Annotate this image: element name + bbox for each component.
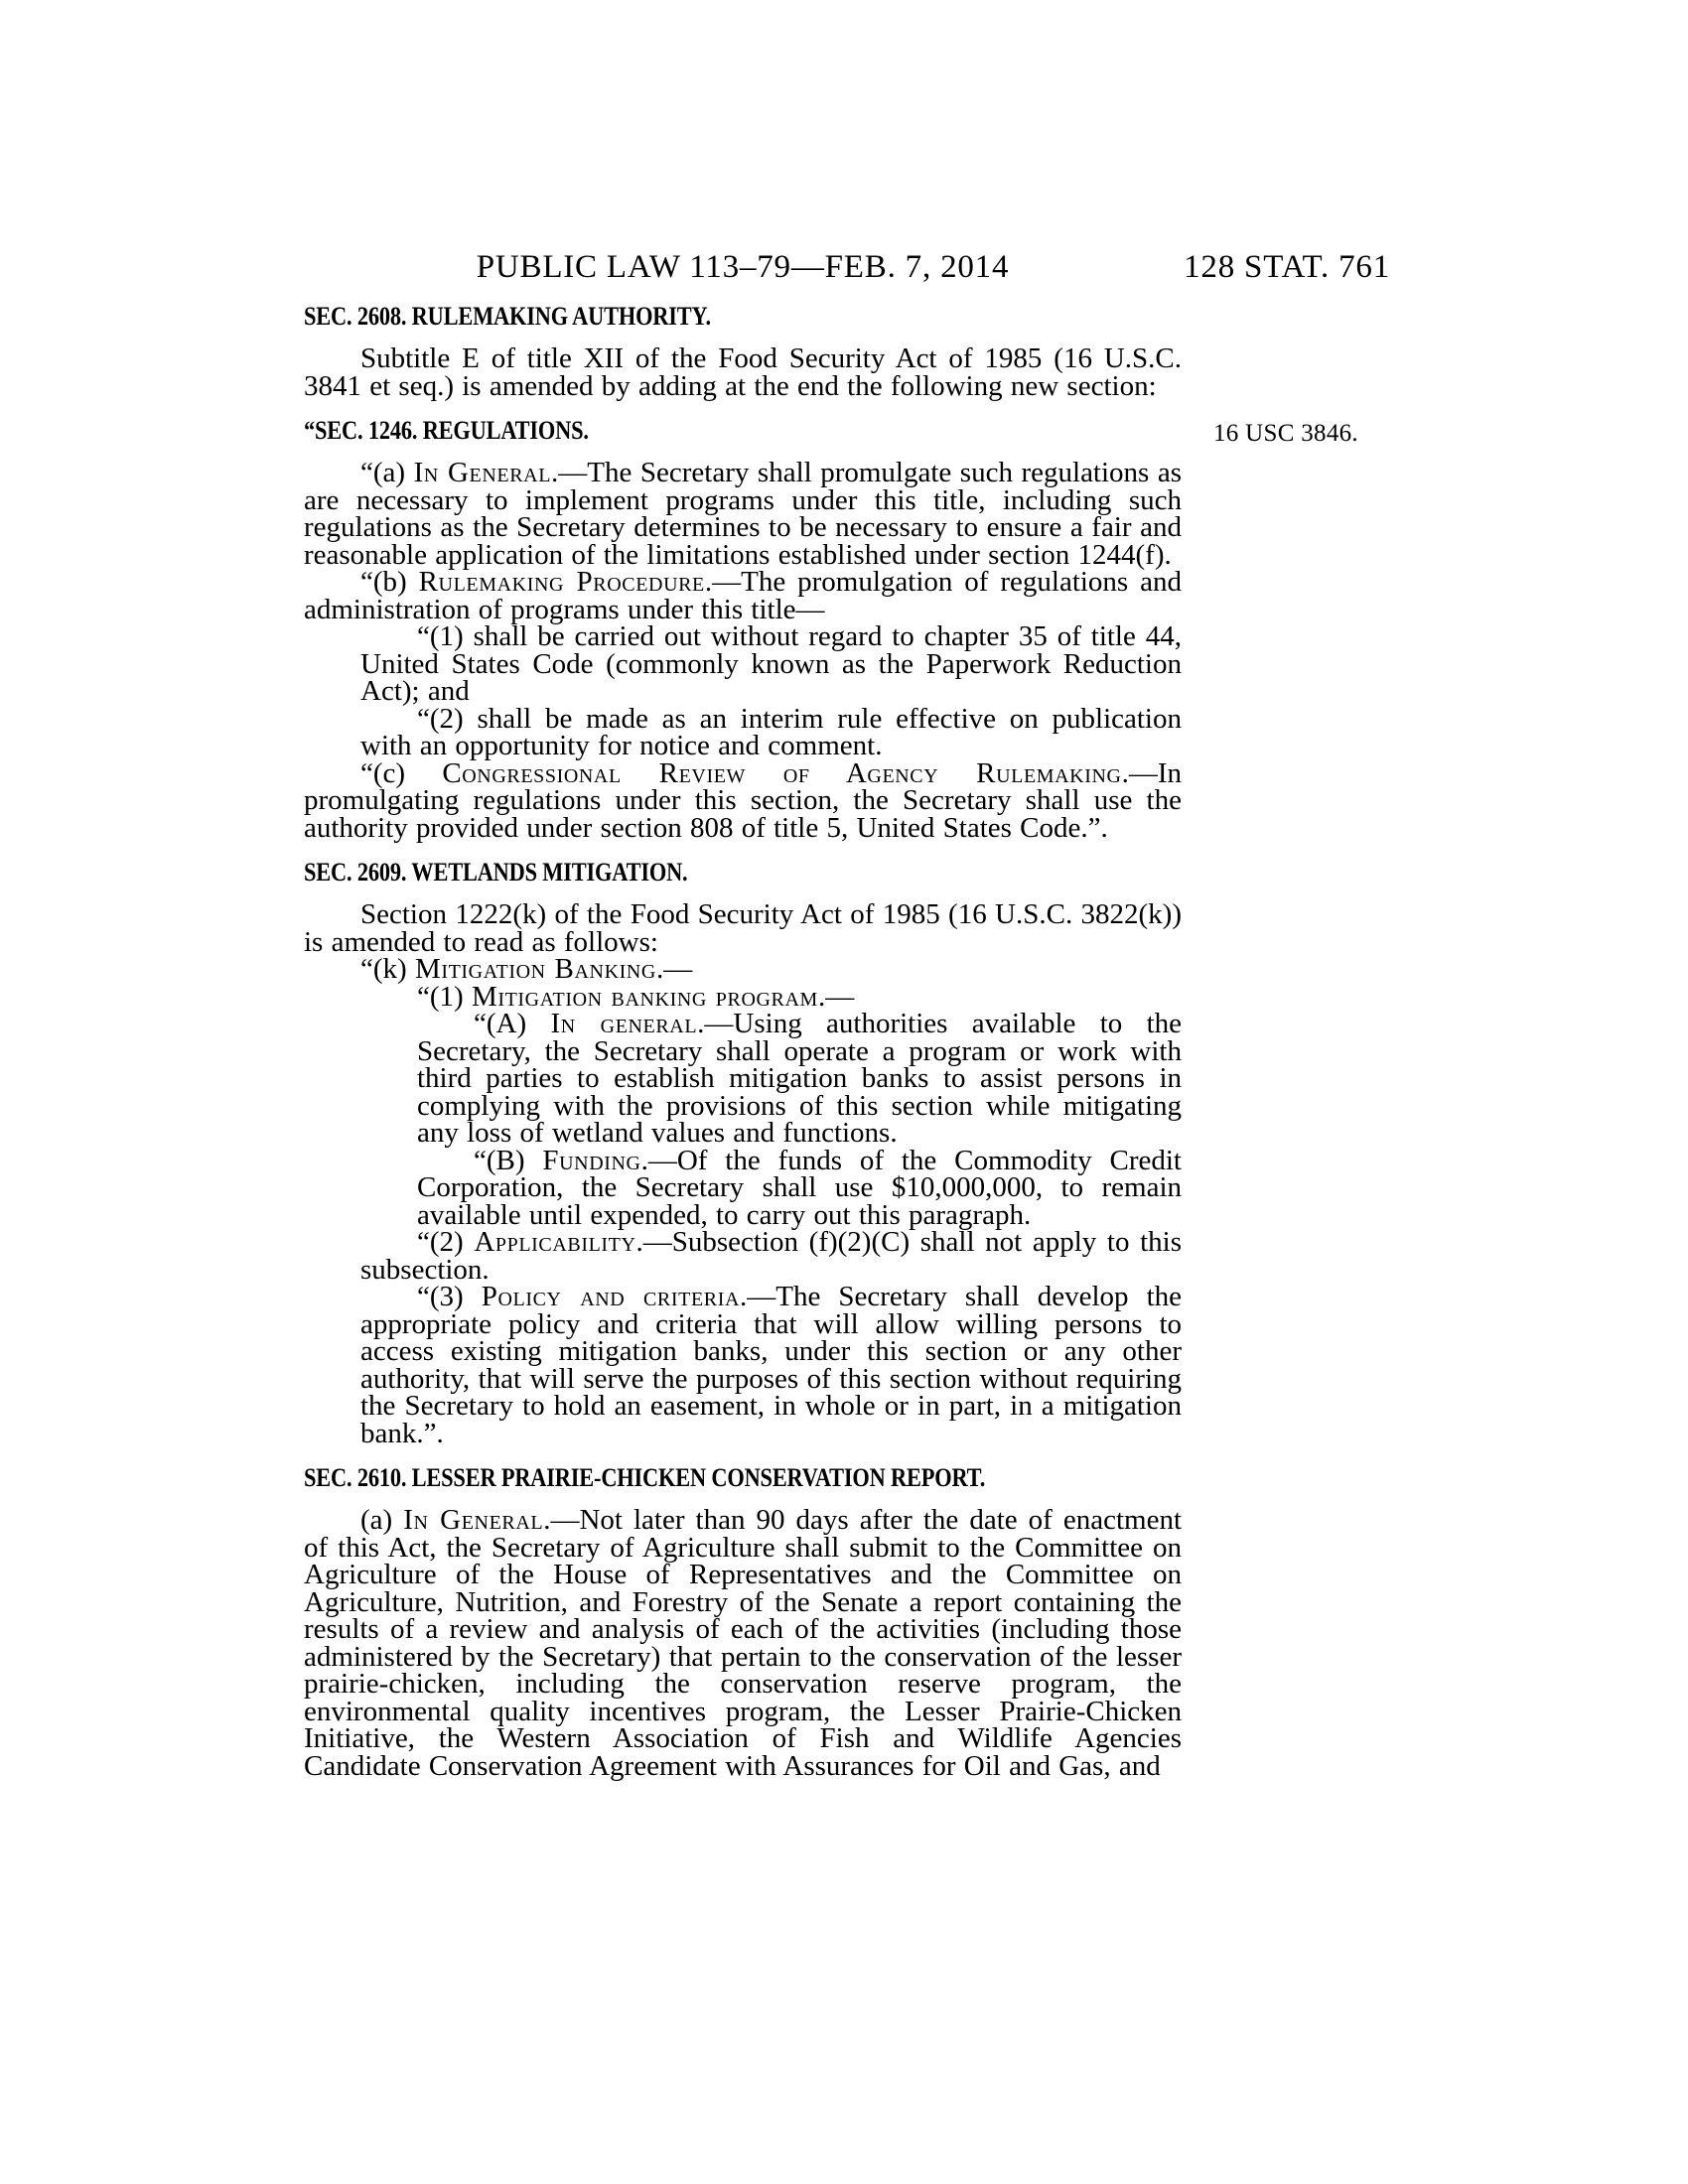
text-run: “(k) <box>360 953 415 985</box>
text-run: .— <box>817 980 855 1013</box>
text-run: “(a) <box>360 457 414 488</box>
text-run: “(b) <box>360 566 419 598</box>
text-run: “(1) <box>417 980 472 1013</box>
section-heading-text: SEC. 2610. LESSER PRAIRIE-CHICKEN CONSERVATION REPORT. <box>304 1463 986 1492</box>
statute-paragraph <box>304 953 1182 985</box>
text-run: Section 1222(k) of the Food Security Act of 1985 (16 U.S.C. 3822(k)) is amended to read as follows: <box>304 898 1182 958</box>
small-caps-run: In General <box>403 1504 544 1536</box>
page-content <box>304 248 1390 1782</box>
header-law-title: PUBLIC LAW 113–79—FEB. 7, 2014 <box>476 249 1010 285</box>
text-run: (a) <box>360 1504 404 1536</box>
us-code-margin-note: 16 USC 3846. <box>1213 420 1358 447</box>
statute-body <box>304 302 1358 1782</box>
statute-paragraph <box>304 1504 1183 1782</box>
text-run: “(1) shall be carried out without regard to chapter 35 of title 44, United States Code (commonly known as the Paperwork Reduction Act); and <box>360 620 1182 707</box>
section-heading <box>304 1464 1182 1492</box>
text-run: “(A) <box>474 1008 551 1039</box>
small-caps-run: In General <box>413 457 552 488</box>
text-run: .—Of the funds of the Commodity Credit Corporation, the Secretary shall use $10,000,000, to remain available until expended, to carry out this paragraph. <box>417 1144 1182 1231</box>
section-heading-text: SEC. 2608. RULEMAKING AUTHORITY. <box>304 302 711 331</box>
small-caps-run: Congressional Review of Agency Rulemaking <box>442 756 1122 789</box>
statute-paragraph <box>360 702 1182 761</box>
section-heading-text: SEC. 2609. WETLANDS MITIGATION. <box>304 858 688 887</box>
small-caps-run: Mitigation banking program <box>471 980 818 1013</box>
small-caps-run: Applicability <box>474 1226 636 1258</box>
statute-paragraph <box>304 457 1183 571</box>
small-caps-run: Mitigation Banking <box>414 953 656 985</box>
statute-paragraph <box>417 1008 1182 1149</box>
text-run: .—The Secretary shall develop the appropriate policy and criteria that will allow willing persons to access existing mitigation banks, under this section or any other authority, that will serve the purposes of this section without requiring the Secretary to hold an easement, in whole or in part, in a mitigation bank.”. <box>360 1281 1182 1449</box>
small-caps-run: Policy and criteria <box>481 1281 740 1312</box>
statute-paragraph <box>304 756 1182 844</box>
statute-paragraph <box>304 566 1183 625</box>
section-heading-text: “SEC. 1246. REGULATIONS. <box>304 416 589 445</box>
text-run: .—The Secretary shall promulgate such regulations as are necessary to implement programs under this title, including such regulations as the Secretary determines to be necessary to ensure a fair and reasonable application of the limitations established under section 1244(f). <box>304 457 1183 571</box>
statute-paragraph <box>360 1281 1182 1449</box>
small-caps-run: In general <box>550 1008 698 1039</box>
statute-paragraph <box>360 1226 1182 1286</box>
text-run: “(2) shall be made as an interim rule effective on publication with an opportunity for notice and comment. <box>360 702 1182 761</box>
text-run: Subtitle E of title XII of the Food Security Act of 1985 (16 U.S.C. 3841 et seq.) is amended by adding at the end the following new section: <box>304 342 1182 402</box>
text-run: .—Subsection (f)(2)(C) shall not apply to this subsection. <box>360 1226 1182 1286</box>
text-run: .—In promulgating regulations under this section, the Secretary shall use the authority provided under section 808 of title 5, United States Code.”. <box>304 756 1182 844</box>
header-page-number: 128 STAT. 761 <box>1184 249 1390 285</box>
text-run: “(2) <box>417 1226 475 1258</box>
section-heading <box>304 859 1182 887</box>
text-run: .—Not later than 90 days after the date of enactment of this Act, the Secretary of Agriculture shall submit to the Committee on Agriculture of the House of Representatives and the Committee on Agriculture, Nutrition, and Forestry of the Senate a report containing the results of a review and analysis of each of the activities (including those administered by the Secretary) that pertain to the conservation of the lesser prairie-chicken, including the conservation reserve program, the environmental quality incentives program, the Lesser Prairie-Chicken Initiative, the Western Association of Fish and Wildlife Agencies Candidate Conservation Agreement with Assurances for Oil and Gas, and <box>304 1504 1183 1782</box>
statute-paragraph <box>417 1144 1182 1231</box>
running-header <box>304 248 1390 286</box>
text-run: .— <box>655 953 693 985</box>
small-caps-run: Funding <box>542 1144 641 1176</box>
text-run: “(c) <box>360 756 443 789</box>
statute-paragraph <box>360 620 1182 707</box>
text-run: “(3) <box>417 1281 482 1312</box>
text-run: .—The promulgation of regulations and administration of programs under this title— <box>304 566 1183 625</box>
section-heading <box>304 303 1182 331</box>
small-caps-run: Rulemaking Procedure <box>418 566 705 598</box>
section-heading <box>304 416 1358 447</box>
statute-paragraph <box>360 980 1182 1013</box>
statute-paragraph <box>304 342 1182 402</box>
statute-paragraph <box>304 898 1182 958</box>
text-run: .—Using authorities available to the Secretary, the Secretary shall operate a program or work with third parties to establish mitigation banks to assist persons in complying with the provisions of this section while mitigating any loss of wetland values and functions. <box>417 1008 1182 1149</box>
text-run: “(B) <box>474 1144 543 1176</box>
